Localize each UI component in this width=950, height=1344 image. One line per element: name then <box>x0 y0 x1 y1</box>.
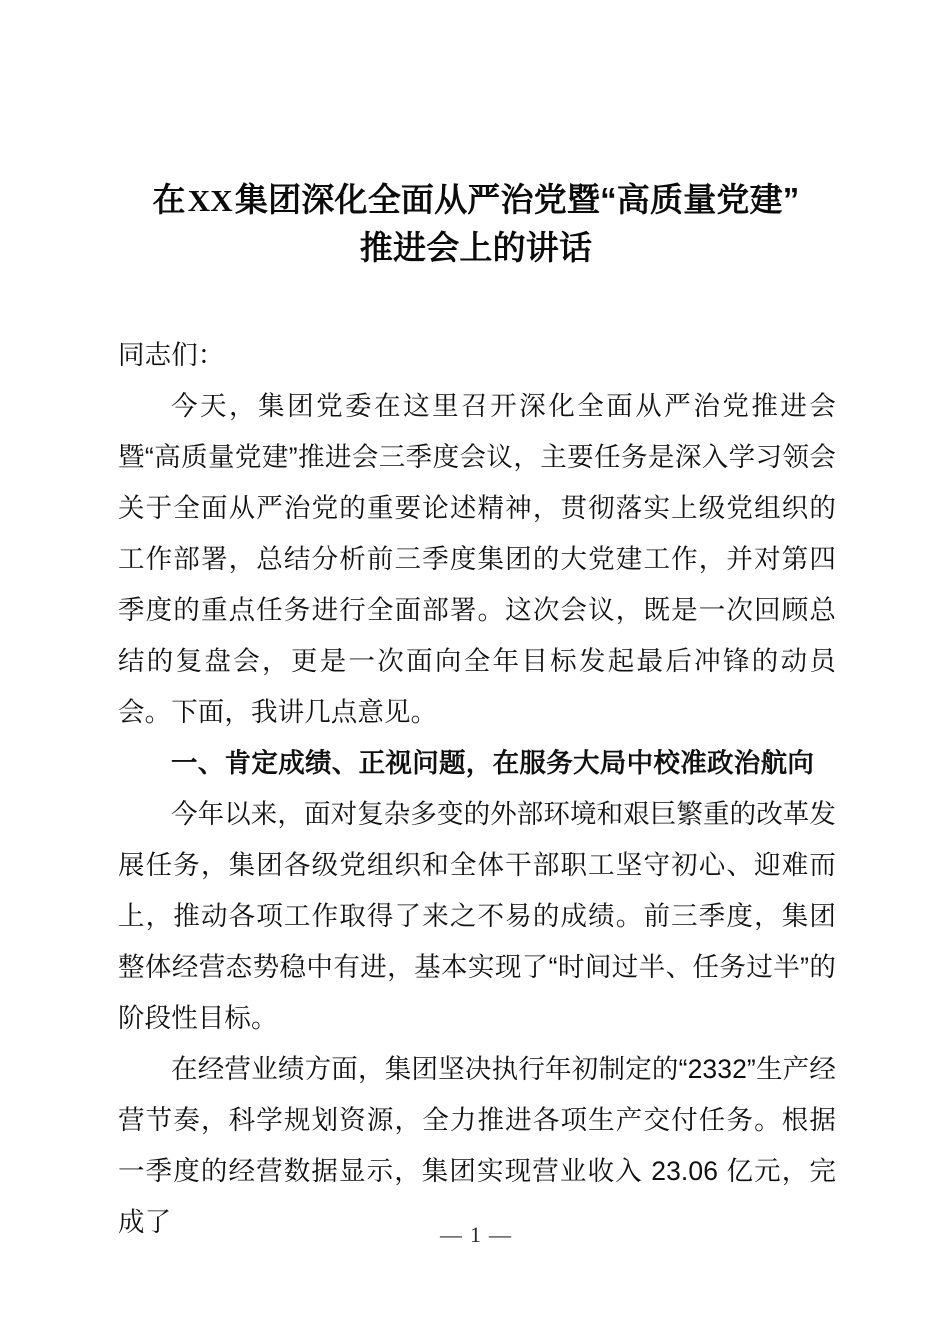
title-line1-suffix: 集团深化全面从严治党暨“高质量党建” <box>234 181 800 218</box>
salutation-line: 同志们： <box>118 340 225 370</box>
section-heading-1: 一、肯定成绩、正视问题，在服务大局中校准政治航向 <box>171 748 815 778</box>
footer-dash-right: — <box>489 1222 514 1247</box>
body-paragraph-2: 今年以来，面对复杂多变的外部环境和艰巨繁重的改革发展任务，集团各级党组织和全体干部职工坚守初心、迎难而上，推动各项工作取得了来之不易的成绩。前三季度，集团整体经营态势稳中有进，基本实现了“时间过半、任务过半”的阶段性目标。 <box>118 799 836 1033</box>
title-latin-placeholder: XX <box>187 183 233 218</box>
title-prefix: 在 <box>152 181 186 218</box>
title-line2: 推进会上的讲话 <box>359 229 593 266</box>
body-paragraph-3: 在经营业绩方面，集团坚决执行年初制定的“2332”生产经营节奏，科学规划资源，全力推进各项生产交付任务。根据一季度的经营数据显示，集团实现营业收入 23.06 亿元，完成了 <box>118 1054 836 1237</box>
document-title <box>118 176 834 271</box>
document-body <box>118 330 836 1248</box>
page-footer <box>118 1222 836 1248</box>
footer-dash-left: — <box>440 1222 465 1247</box>
page-number: 1 <box>470 1222 484 1247</box>
body-paragraph-1: 今天，集团党委在这里召开深化全面从严治党推进会暨“高质量党建”推进会三季度会议，主要任务是深入学习领会关于全面从严治党的重要论述精神，贯彻落实上级党组织的工作部署，总结分析前三季度集团的大党建工作，并对第四季度的重点任务进行全面部署。这次会议，既是一次回顾总结的复盘会，更是一次面向全年目标发起最后冲锋的动员会。下面，我讲几点意见。 <box>118 391 836 727</box>
